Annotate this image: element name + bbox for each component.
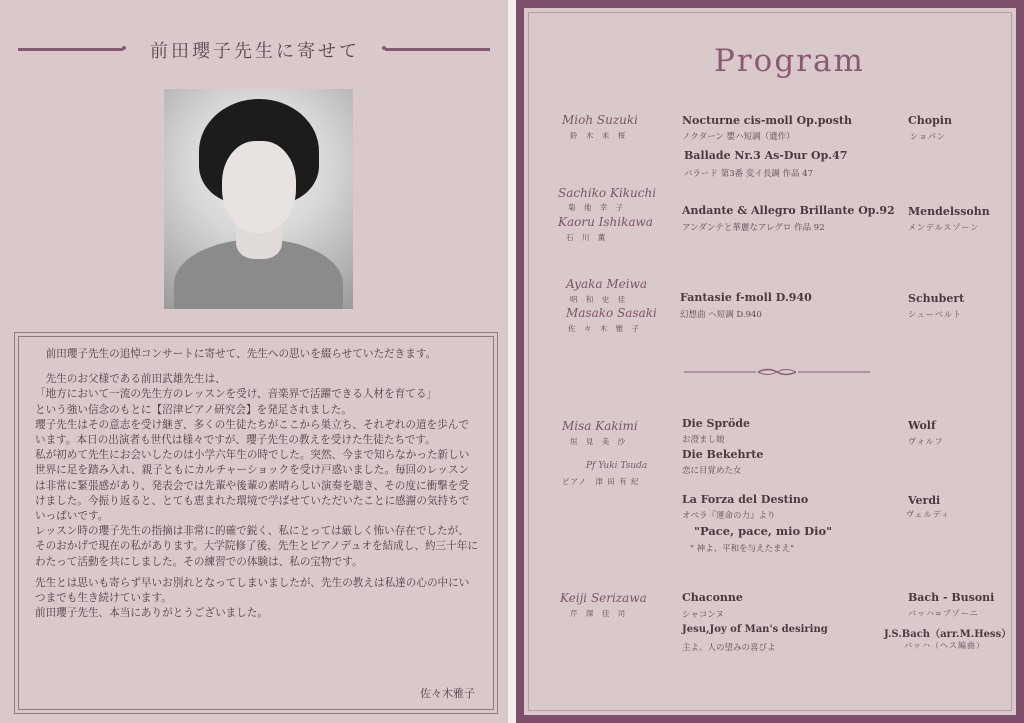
composer-name: Mendelssohn (908, 205, 990, 218)
piece-title: Fantasie f-moll D.940 (680, 291, 812, 304)
essay-paragraph: 私が初めて先生にお会いしたのは小学六年生の時でした。突然、今まで知らなかった新しい世界に足を踏み入れ、親子ともにカルチャーショックを受け戸惑いました。毎回のレッスンは非常に緊張感があり、発表会では先輩や後輩の素晴らしい演奏を聴き、その度に衝撃を受けました。今振り返ると、とても恵まれた環境で学ばせていただいたことに感謝の気持ちでいっぱいです。 (35, 449, 470, 523)
composer-name: Chopin (908, 114, 952, 127)
piece-title: Nocturne cis-moll Op.posth (682, 114, 852, 127)
piece-subtitle: バラード 第3番 変イ長調 作品 47 (684, 169, 814, 179)
essay-paragraph: 瓔子先生はその意志を受け継ぎ、多くの生徒たちがここから巣立ち、それぞれの道を歩んでいます。本日の出演者も世代は様々ですが、瓔子先生の教えを受けた生徒たちです。 (35, 418, 469, 447)
composer-name: Bach - Busoni (908, 591, 995, 604)
performer-kana: 菊 地 幸 子 (568, 203, 627, 212)
essay-paragraph: 先生とは思いも寄らず早いお別れとなってしまいましたが、先生の教えは私達の心の中にいつまでも生き続けています。 (35, 576, 470, 605)
portrait-photo (164, 89, 353, 309)
piece-title: La Forza del Destino (682, 493, 809, 506)
piece-subtitle: アンダンテと華麗なアレグロ 作品 92 (682, 223, 825, 233)
performer-name: Mioh Suzuki (562, 113, 639, 127)
performer-name: Kaoru Ishikawa (558, 215, 653, 229)
section-ornament (684, 367, 870, 377)
left-page (0, 0, 508, 723)
piece-title: Die Spröde (682, 417, 751, 430)
essay-paragraph: という強い信念のもとに【沼津ピアノ研究会】を発足されました。 (35, 403, 352, 416)
performer-kana: 芹 澤 佳 司 (570, 609, 629, 618)
piece-subtitle: 恋に目覚めた女 (682, 466, 742, 476)
composer-kana: メンデルスゾーン (908, 223, 980, 232)
piece-subtitle: 主よ、人の望みの喜びよ (682, 643, 776, 653)
piece-subtitle: 幻想曲 ヘ短調 D.940 (680, 310, 762, 320)
composer-kana: バッハ（ヘス編曲） (904, 641, 985, 650)
composer-kana: ヴォルフ (908, 437, 944, 446)
essay-paragraph: 前田瓔子先生、本当にありがとうございました。 (35, 607, 269, 620)
composer-name: Wolf (908, 419, 936, 432)
piece-title: Chaconne (682, 591, 743, 604)
essay-text (35, 347, 479, 627)
right-page (516, 0, 1024, 723)
piece-subtitle: オペラ『運命の力』より (682, 511, 776, 521)
composer-kana: バッハ=ブゾーニ (908, 609, 979, 618)
performer-kana: 明 和 史 佳 (570, 295, 629, 304)
composer-name: Schubert (908, 292, 965, 305)
title-rule-right (385, 48, 490, 51)
essay-paragraph: 先生のお父様である前田武雄先生は、 (45, 373, 226, 386)
composer-kana: ショパン (910, 132, 946, 141)
essay-paragraph: 前田瓔子先生の追悼コンサートに寄せて、先生への思いを綴らせていただきます。 (45, 348, 437, 360)
essay-signature: 佐々木雅子 (420, 687, 475, 700)
piece-subtitle: ノクターン 嬰ハ短調（遺作） (682, 132, 795, 142)
performer-kana: 佐 々 木 雅 子 (568, 324, 643, 333)
piece-title: Andante & Allegro Brillante Op.92 (682, 204, 895, 217)
performer-kana: 鈴 木 未 桜 (570, 131, 629, 140)
composer-kana: シューベルト (908, 310, 962, 319)
composer-name: J.S.Bach（arr.M.Hess） (884, 629, 1012, 640)
performer-name: Sachiko Kikuchi (558, 186, 657, 200)
composer-kana: ヴェルディ (906, 510, 951, 519)
essay-frame (14, 332, 498, 714)
piece-subtitle: お澄まし娘 (682, 435, 725, 445)
piece-subtitle: シャコンヌ (682, 610, 724, 620)
performer-name: Ayaka Meiwa (566, 277, 648, 291)
performer-kana: 垣 見 美 沙 (570, 437, 629, 446)
program-panel (524, 8, 1016, 715)
page-gutter (508, 0, 516, 723)
piece-title: Jesu,Joy of Man's desiring (682, 624, 828, 635)
piece-title: "Pace, pace, mio Dio" (694, 524, 833, 538)
piece-subtitle: " 神よ、平和を与えたまえ" (690, 544, 795, 554)
performer-kana: 石 川 薫 (566, 233, 609, 242)
tribute-title: 前田瓔子先生に寄せて (150, 41, 360, 62)
performer-name: Misa Kakimi (562, 419, 638, 433)
composer-name: Verdi (908, 494, 941, 507)
accompanist-name: Pf Yuki Tsuda (586, 461, 648, 471)
essay-paragraph: 「地方において一流の先生方のレッスンを受け、音楽界で活躍できる人材を育てる」 (35, 388, 438, 401)
accompanist-kana: ピアノ 津 田 有 紀 (562, 477, 640, 486)
title-rule-left (18, 48, 123, 51)
piece-title: Die Bekehrte (682, 448, 764, 461)
program-title: Program (714, 43, 865, 79)
piece-title: Ballade Nr.3 As-Dur Op.47 (684, 149, 848, 162)
essay-paragraph: レッスン時の瓔子先生の指摘は非常に的確で鋭く、私にとっては厳しく怖い存在でしたが、そのおかげで現在の私があります。大学院修了後、先生とピアノデュオを結成し、約三十年にわたって活動を共にしました。その練習での体験は、私の宝物です。 (35, 525, 478, 568)
performer-name: Masako Sasaki (566, 306, 657, 320)
performer-name: Keiji Serizawa (560, 591, 647, 605)
